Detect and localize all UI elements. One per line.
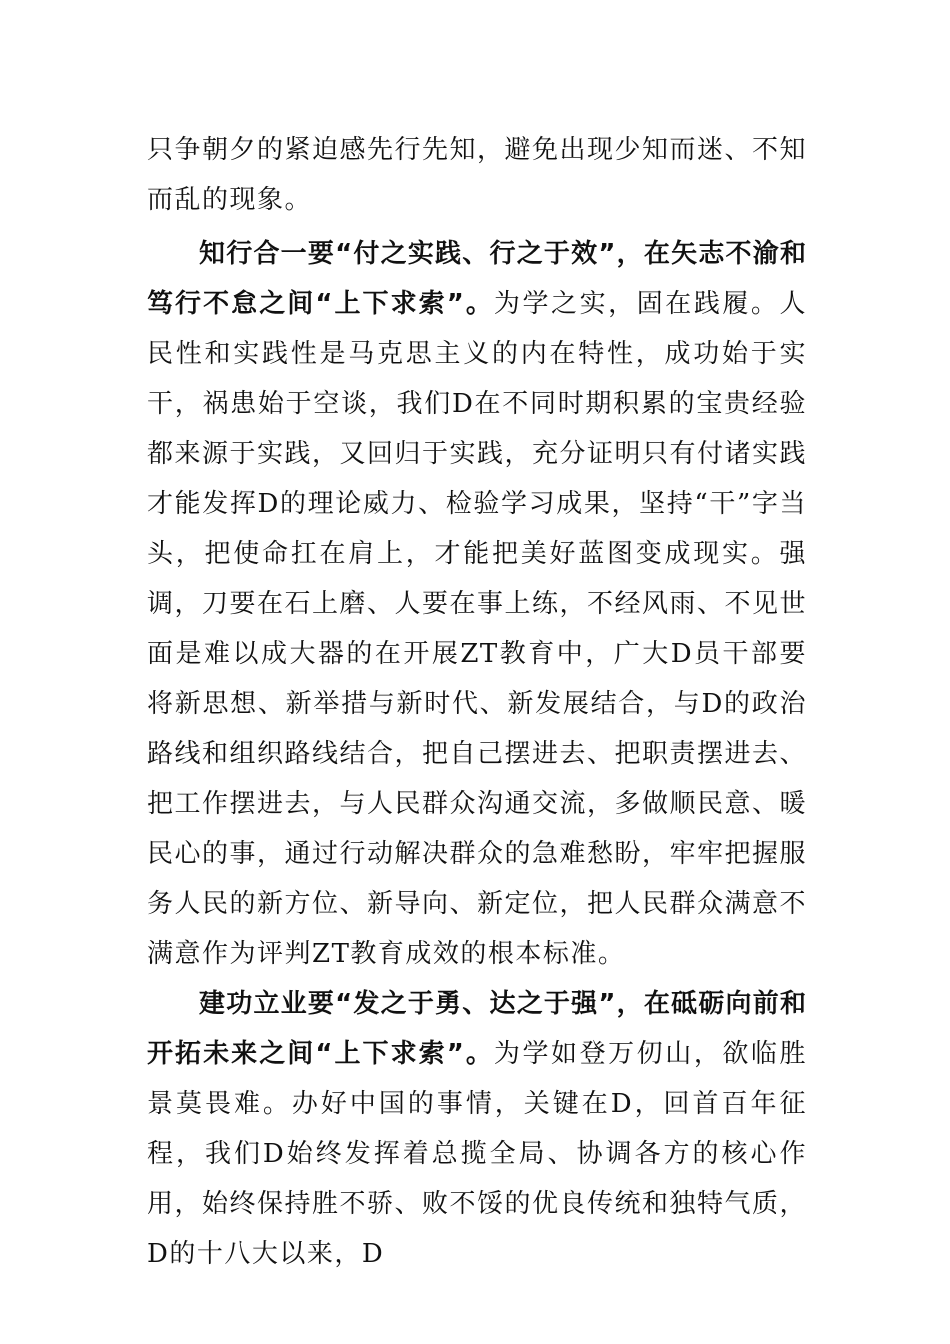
paragraph-knowledge-action [147, 229, 807, 979]
paragraph-achievement [147, 979, 807, 1279]
paragraph-lead: 建功立业要“发之于勇、达之于强”，在砥砺向前和开拓未来之间“上下求索”。 [147, 989, 807, 1069]
paragraph-continuation [147, 125, 807, 225]
paragraph-text: 为学如登万仞山，欲临胜景莫畏难。办好中国的事情，关键在D，回首百年征程，我们D始终发挥着总揽全局、协调各方的核心作用，始终保持胜不骄、败不馁的优良传统和独特气质，D的十八大以来，D [147, 1039, 808, 1269]
document-body [147, 125, 807, 1279]
paragraph-lead: 知行合一要“付之实践、行之于效”，在矢志不渝和笃行不怠之间“上下求索”。 [147, 239, 807, 319]
paragraph-text: 只争朝夕的紧迫感先行先知，避免出现少知而迷、不知而乱的现象。 [147, 135, 808, 215]
paragraph-text: 为学之实，固在践履。人民性和实践性是马克思主义的内在特性，成功始于实干，祸患始于空谈，我们D在不同时期积累的宝贵经验都来源于实践，又回归于实践，充分证明只有付诸实践才能发挥D的理论威力、检验学习成果，坚持“干”字当头，把使命扛在肩上，才能把美好蓝图变成现实。强调，刀要在石上磨、人要在事上练，不经风雨、不见世面是难以成大器的在开展ZT教育中，广大D员干部要将新思想、新举措与新时代、新发展结合，与D的政治路线和组织路线结合，把自己摆进去、把职责摆进去、把工作摆进去，与人民群众沟通交流，多做顺民意、暖民心的事，通过行动解决群众的急难愁盼，牢牢把握服务人民的新方位、新导向、新定位，把人民群众满意不满意作为评判ZT教育成效的根本标准。 [147, 289, 808, 969]
